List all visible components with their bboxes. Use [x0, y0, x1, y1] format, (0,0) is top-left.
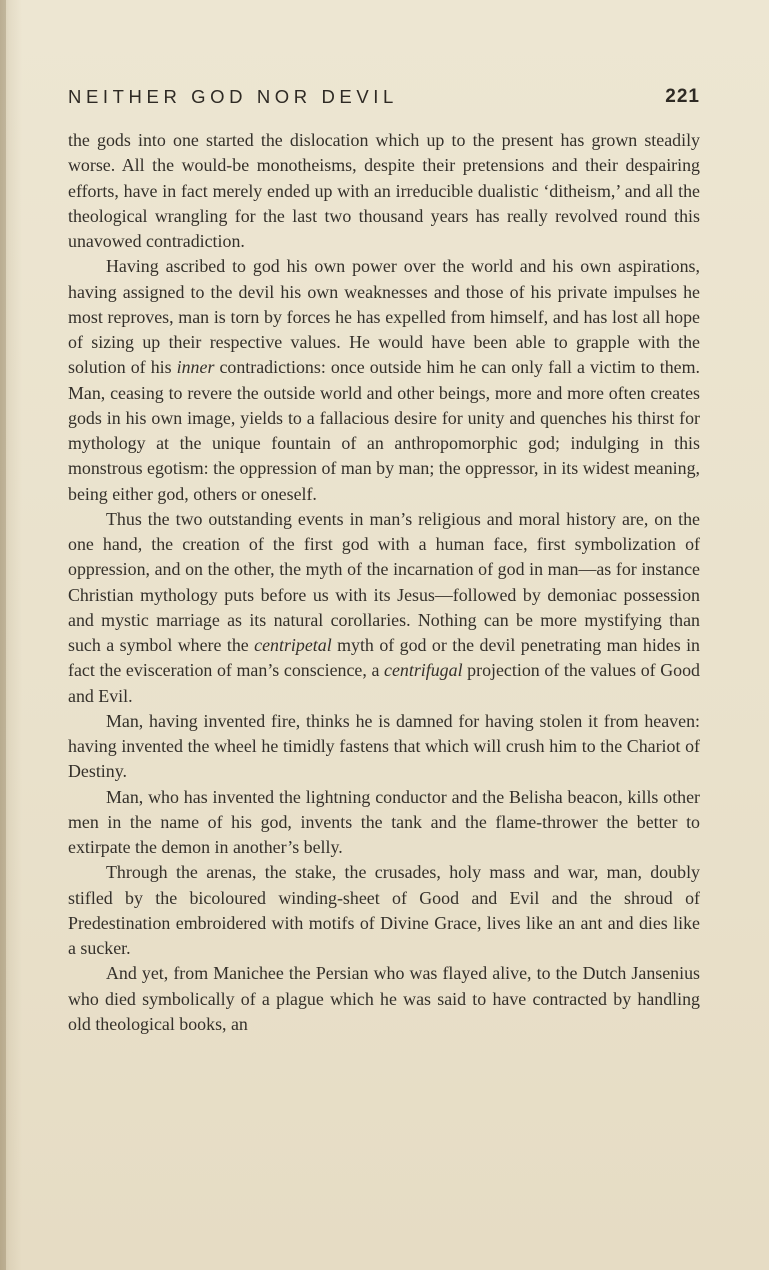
paragraph-2: [68, 254, 700, 507]
italic-emphasis: centripetal: [254, 635, 332, 655]
italic-emphasis: inner: [176, 357, 215, 378]
body-text: [68, 128, 700, 1037]
paragraph-1: [68, 128, 700, 254]
paragraph-3: [68, 507, 700, 709]
running-head-title: NEITHER GOD NOR DEVIL: [68, 86, 398, 107]
italic-emphasis: centrifugal: [384, 660, 463, 681]
running-head: [68, 86, 700, 118]
page-spine-shadow: [0, 0, 6, 1270]
paragraph-text: Man, who has invented the lightning conductor and the Belisha beacon, kills other men in the name of his god, invents the tank and the flame-thrower the better to extirpate the demon in another’s belly.: [68, 786, 700, 857]
paragraph-6: [68, 860, 700, 961]
page-number: 221: [665, 86, 700, 107]
paragraph-text: And yet, from Manichee the Persian who was flayed alive, to the Dutch Jansenius who died symbolically of a plague which he was said to have contracted by handling old theological books, an: [68, 963, 700, 1034]
paragraph-text: Thus the two outstanding events in man’s religious and moral history are, on the one hand, the creation of the first god with a human face, first symbolization of oppression, and on the other, the myth of the incarnation of god in man—as for instance Christian mythology puts before us with its Jesus—followed by demoniac possession and mystic marriage as its natural corollaries. Nothing can be more mystifying than such a symbol where the: [68, 508, 700, 655]
paragraph-text: Through the arenas, the stake, the crusades, holy mass and war, man, doubly stifled by the bicoloured winding-sheet of Good and Evil and the shroud of Predestination embroidered with motifs of Divine Grace, lives like an ant and dies like a sucker.: [68, 862, 700, 958]
paragraph-text: contradictions: once outside him he can only fall a victim to them. Man, ceasing to revere the outside world and other beings, more and more often creates gods in his own image, yields to a fallacious desire for unity and quenches his thirst for mythology at the unique fountain of an anthropomorphic god; indulging in this monstrous egotism: the oppression of man by man; the oppressor, in its widest meaning, being either god, others or oneself.: [68, 357, 700, 504]
paragraph-5: [68, 785, 700, 861]
paragraph-7: [68, 961, 700, 1037]
paragraph-text: myth of god or the devil penetrating man hides in fact the evisceration of man’s conscience, a: [68, 635, 701, 681]
paragraph-4: [68, 709, 700, 785]
paragraph-text: projection of the values of Good and Evil.: [68, 660, 700, 706]
paragraph-text: the gods into one started the dislocation which up to the present has grown steadily worse. All the would-be monotheisms, despite their pretensions and their despairing efforts, have in fact merely ended up with an irreducible dualistic ‘ditheism,’ and all the theological wrangling for the last two thousand years has really revolved round this unavowed contradiction.: [68, 130, 700, 251]
paragraph-text: Man, having invented fire, thinks he is damned for having stolen it from heaven: having invented the wheel he timidly fastens that which will crush him to the Chariot of Destiny.: [68, 710, 700, 782]
paragraph-text: Having ascribed to god his own power over the world and his own aspirations, having assigned to the devil his own weaknesses and those of his private impulses he most reproves, man is torn by forces he has expelled from himself, and has lost all hope of sizing up their respective values. He would have been able to grapple with the solution of his: [68, 256, 700, 378]
